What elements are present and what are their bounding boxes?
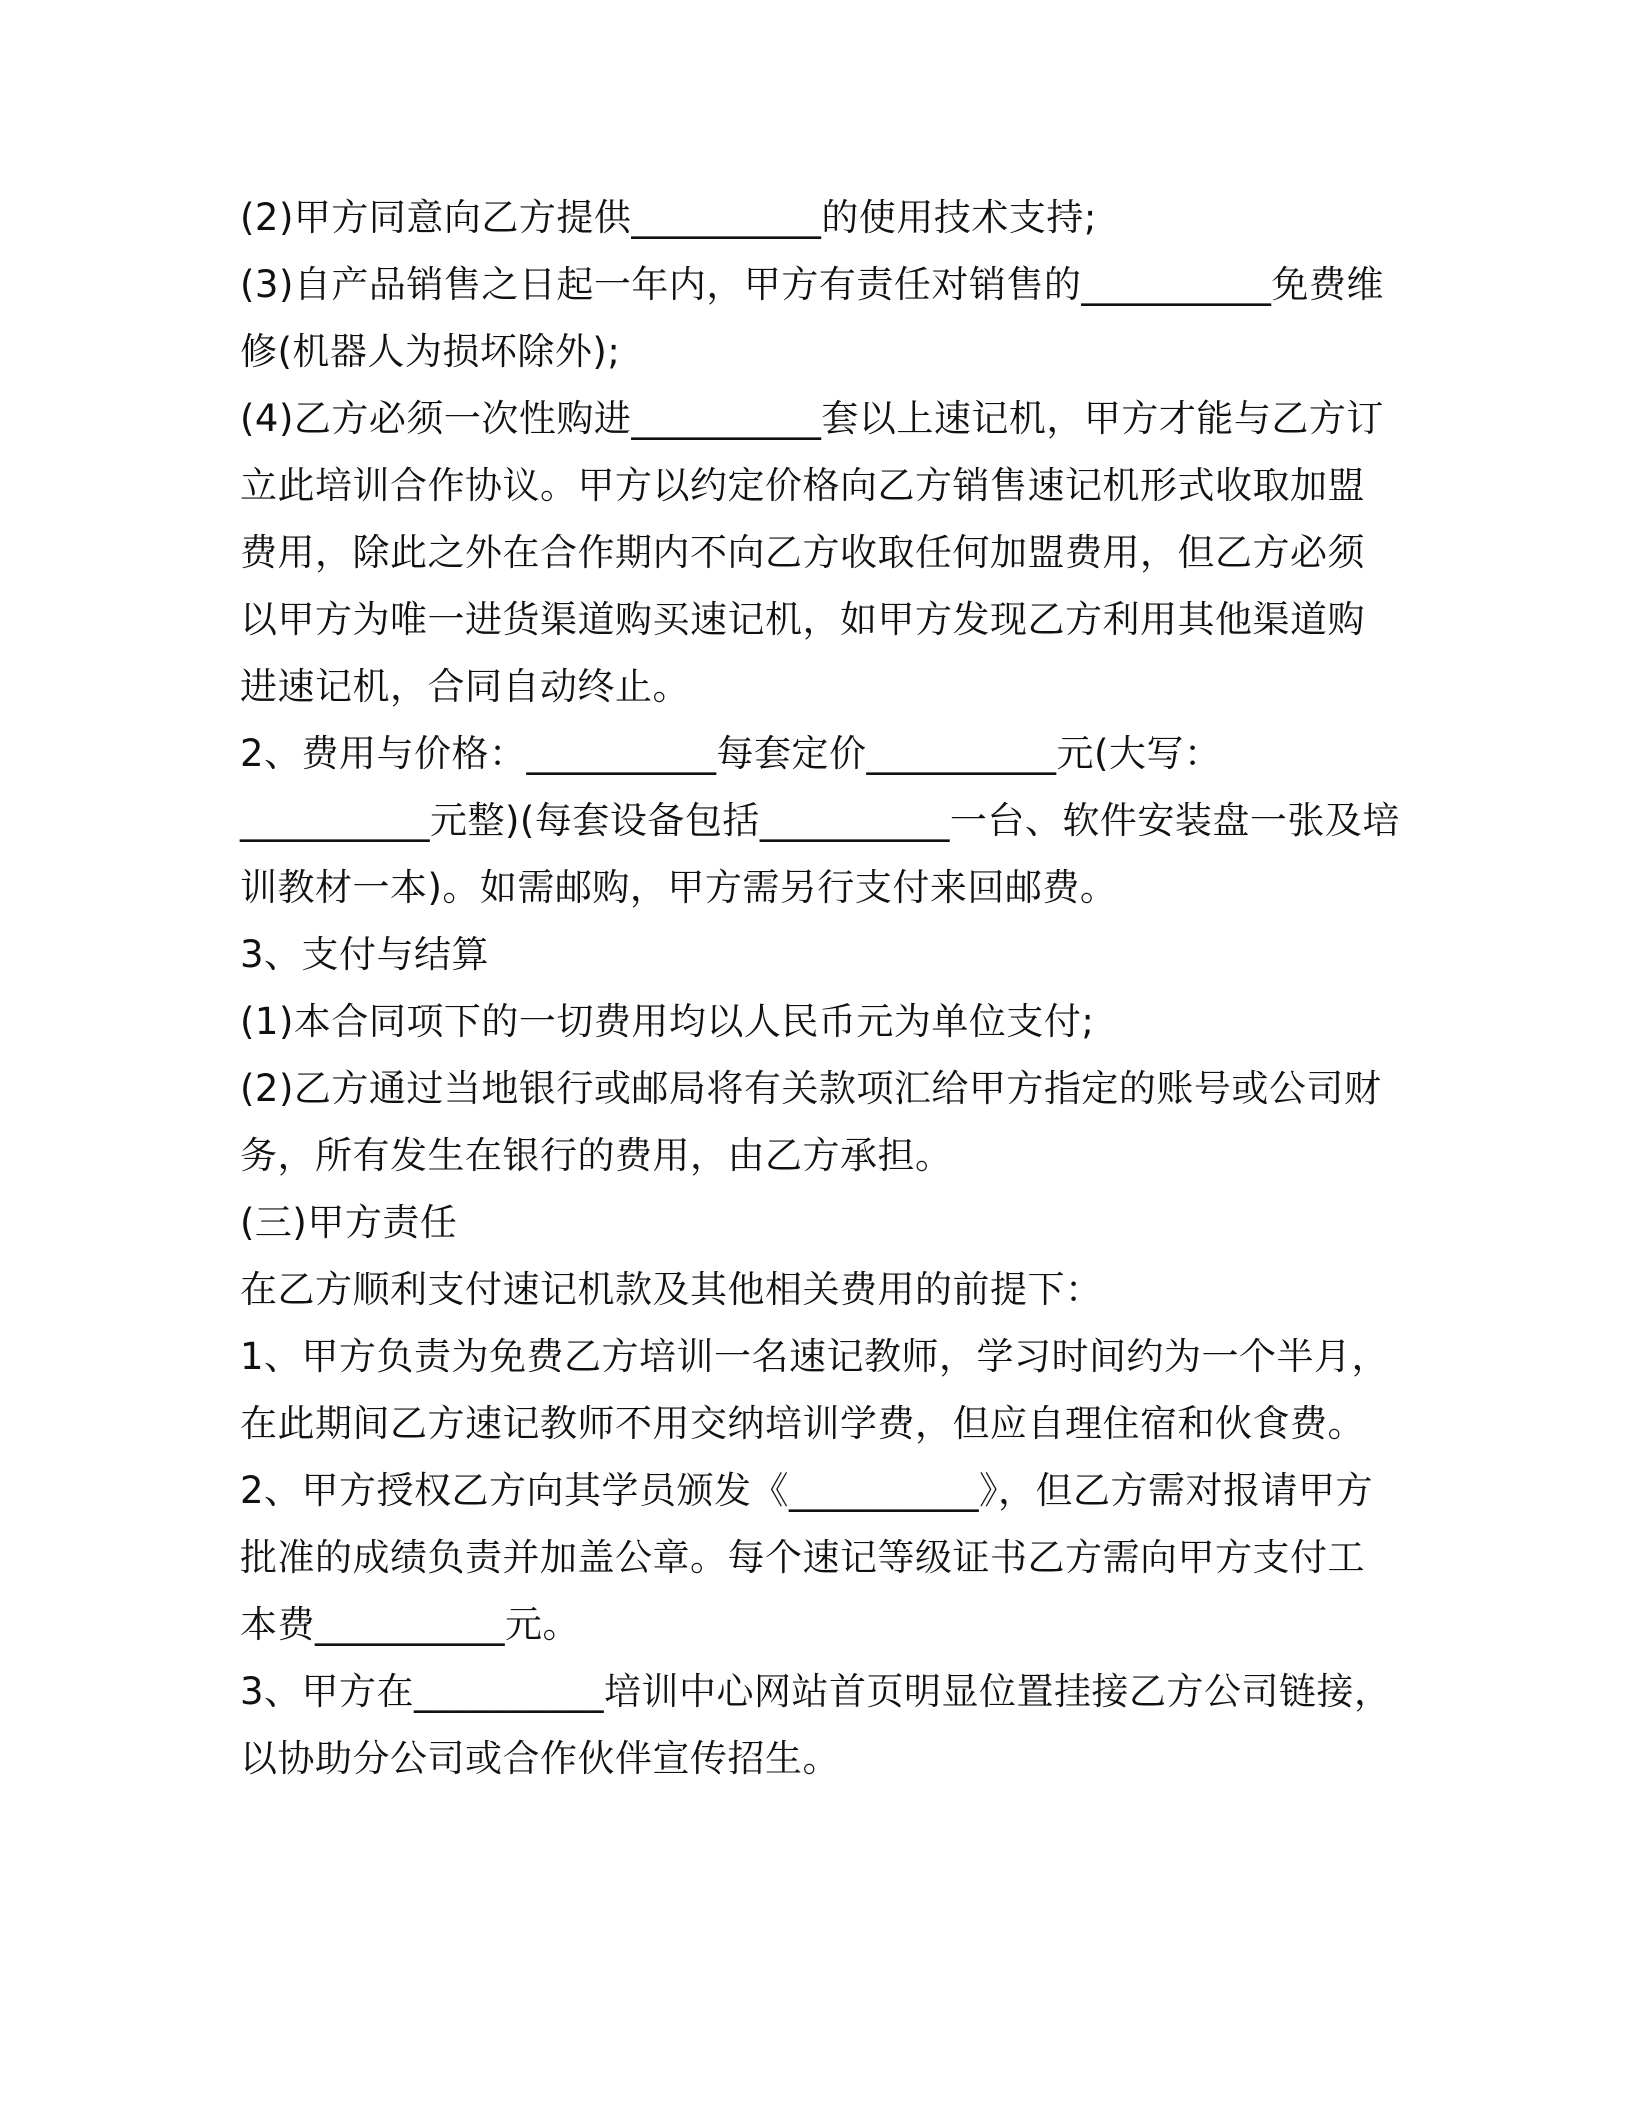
text-line: 在此期间乙方速记教师不用交纳培训学费，但应自理住宿和伙食费。 [240, 1402, 1365, 1445]
text-line: 在乙方顺利支付速记机款及其他相关费用的前提下： [240, 1268, 1103, 1311]
text-line: 修(机器人为损坏除外); [240, 330, 621, 373]
text-line: (4)乙方必须一次性购进__________套以上速记机，甲方才能与乙方订 [240, 397, 1384, 440]
text-line: 2、甲方授权乙方向其学员颁发《__________》，但乙方需对报请甲方 [240, 1469, 1374, 1512]
text-line: 批准的成绩负责并加盖公章。每个速记等级证书乙方需向甲方支付工 [240, 1536, 1365, 1579]
section-heading: (三)甲方责任 [240, 1201, 458, 1244]
text-line: (3)自产品销售之日起一年内，甲方有责任对销售的__________免费维 [240, 263, 1384, 306]
text-line: 3、甲方在__________培训中心网站首页明显位置挂接乙方公司链接， [240, 1670, 1392, 1713]
text-line: 务，所有发生在银行的费用，由乙方承担。 [240, 1134, 953, 1177]
text-line: 费用，除此之外在合作期内不向乙方收取任何加盟费用，但乙方必须 [240, 531, 1365, 574]
text-line: 以甲方为唯一进货渠道购买速记机，如甲方发现乙方利用其他渠道购 [240, 598, 1365, 641]
text-line: 立此培训合作协议。甲方以约定价格向乙方销售速记机形式收取加盟 [240, 464, 1365, 507]
text-line: 1、甲方负责为免费乙方培训一名速记教师，学习时间约为一个半月， [240, 1335, 1390, 1378]
text-line: (2)乙方通过当地银行或邮局将有关款项汇给甲方指定的账号或公司财 [240, 1067, 1382, 1110]
text-line: 2、费用与价格：__________每套定价__________元(大写： [240, 732, 1222, 775]
text-line: 进速记机，合同自动终止。 [240, 665, 690, 708]
section-heading: 3、支付与结算 [240, 933, 490, 976]
text-line: 以协助分公司或合作伙伴宣传招生。 [240, 1737, 840, 1780]
document-body [240, 184, 1400, 1792]
text-line: (1)本合同项下的一切费用均以人民币元为单位支付; [240, 1000, 1095, 1043]
text-line: 训教材一本)。如需邮购，甲方需另行支付来回邮费。 [240, 866, 1118, 909]
text-line: __________元整)(每套设备包括__________一台、软件安装盘一张及培 [240, 799, 1400, 842]
text-line: 本费__________元。 [240, 1603, 580, 1646]
text-line: (2)甲方同意向乙方提供__________的使用技术支持; [240, 196, 1097, 239]
